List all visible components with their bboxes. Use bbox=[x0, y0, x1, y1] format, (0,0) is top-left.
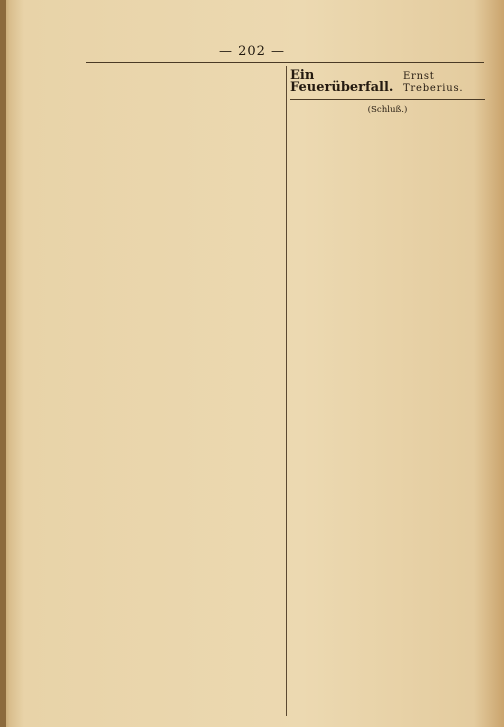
story-heading bbox=[290, 70, 485, 100]
header-rule bbox=[86, 62, 484, 63]
page-number: — 202 — bbox=[218, 44, 286, 59]
story-author: Ernst Treberius. bbox=[402, 71, 464, 95]
left-column bbox=[86, 70, 282, 710]
book-spine bbox=[0, 0, 6, 727]
right-column bbox=[290, 70, 485, 710]
column-divider bbox=[286, 66, 287, 716]
story-subtitle: (Schluß.) bbox=[367, 104, 408, 115]
story-title: Ein Feuerüberfall. bbox=[290, 68, 394, 96]
